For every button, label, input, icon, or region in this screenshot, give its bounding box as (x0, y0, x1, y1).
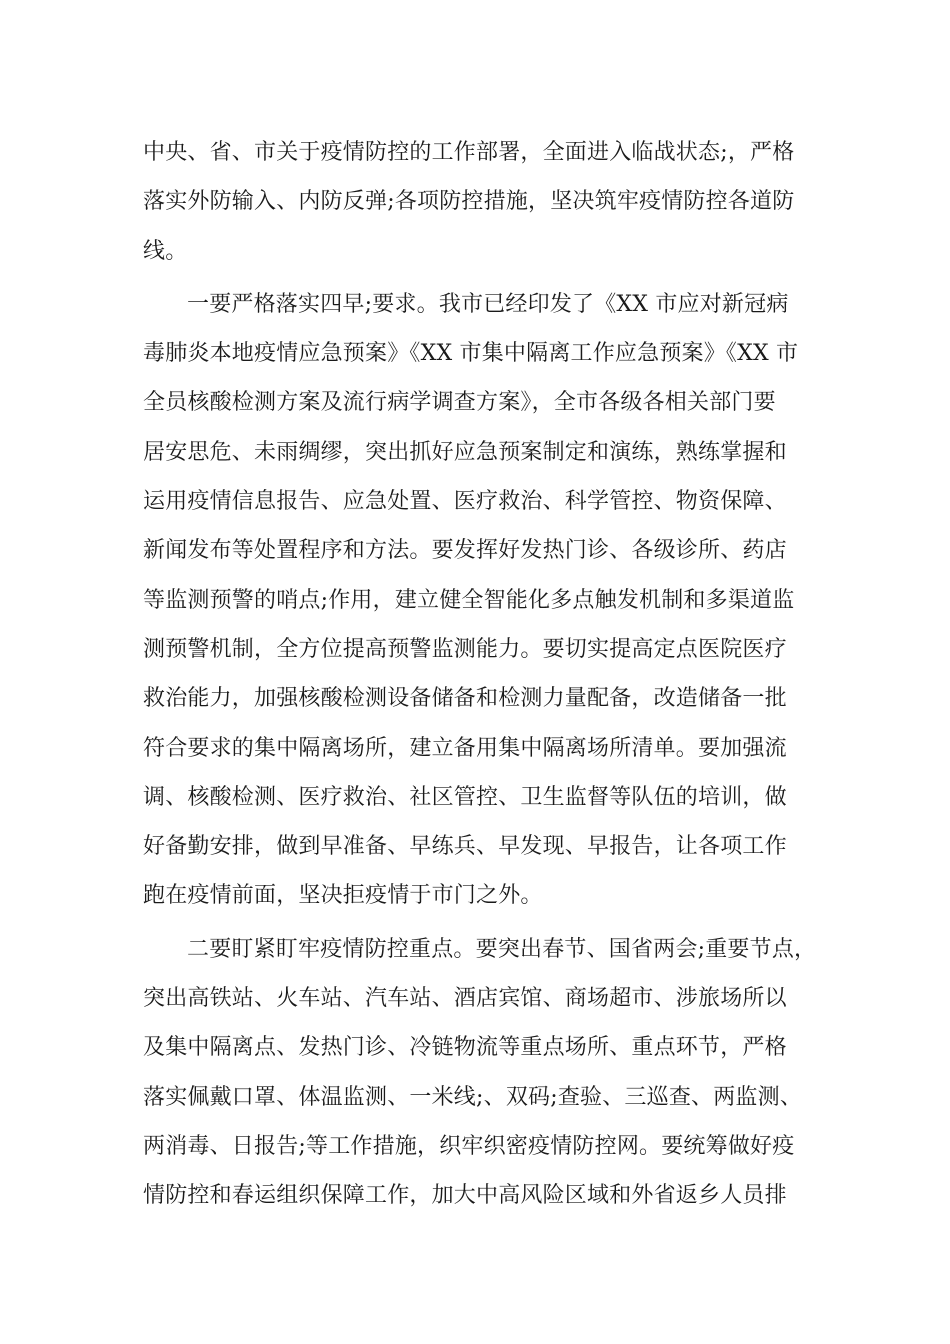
text-line: 中央、省、市关于疫情防控的工作部署，全面进入临战状态;，严格 (143, 140, 795, 165)
text-line: 两消毒、日报告;等工作措施，织牢织密疫情防控网。要统筹做好疫 (143, 1133, 795, 1159)
text-line: 居安思危、未雨绸缪，突出抓好应急预案制定和演练，熟练掌握和 (143, 439, 787, 465)
text-line: 落实外防输入、内防反弹;各项防控措施，坚决筑牢疫情防控各道防 (143, 189, 795, 215)
paragraph-four-early (143, 280, 805, 921)
text-line: 毒肺炎本地疫情应急预案》《XX 市集中隔离工作应急预案》《XX 市 (143, 341, 799, 367)
text-line: 线。 (143, 238, 188, 264)
text-line: 全员核酸检测方案及流行病学调查方案》，全市各级各相关部门要 (143, 390, 776, 416)
text-line: 跑在疫情前面，坚决拒疫情于市门之外。 (143, 883, 543, 909)
text-line: 一要严格落实四早;要求。我市已经印发了《XX 市应对新冠病 (187, 291, 789, 317)
paragraph-key-points (143, 925, 817, 1221)
text-line: 落实佩戴口罩、体温监测、一米线;、双码;查验、三巡查、两监测、 (143, 1084, 803, 1110)
text-line: 救治能力，加强核酸检测设备储备和检测力量配备，改造储备一批 (143, 686, 787, 712)
text-line: 运用疫情信息报告、应急处置、医疗救治、科学管控、物资保障、 (143, 489, 787, 515)
text-line: 等监测预警的哨点;作用，建立健全智能化多点触发机制和多渠道监 (143, 587, 795, 613)
text-line: 好备勤安排，做到早准备、早练兵、早发现、早报告，让各项工作 (143, 834, 787, 860)
text-line: 二要盯紧盯牢疫情防控重点。要突出春节、国省两会;重要节点， (187, 936, 817, 962)
text-line: 符合要求的集中隔离场所，建立备用集中隔离场所清单。要加强流 (143, 735, 787, 761)
text-line: 调、核酸检测、医疗救治、社区管控、卫生监督等队伍的培训，做 (143, 784, 787, 810)
text-line: 及集中隔离点、发热门诊、冷链物流等重点场所、重点环节，严格 (143, 1035, 787, 1061)
paragraph-continuation (143, 128, 805, 276)
text-line: 突出高铁站、火车站、汽车站、酒店宾馆、商场超市、涉旅场所以 (143, 986, 787, 1012)
text-line: 新闻发布等处置程序和方法。要发挥好发热门诊、各级诊所、药店 (143, 538, 787, 564)
text-line: 情防控和春运组织保障工作，加大中高风险区域和外省返乡人员排 (143, 1183, 787, 1209)
text-line: 测预警机制，全方位提高预警监测能力。要切实提高定点医院医疗 (143, 636, 787, 662)
